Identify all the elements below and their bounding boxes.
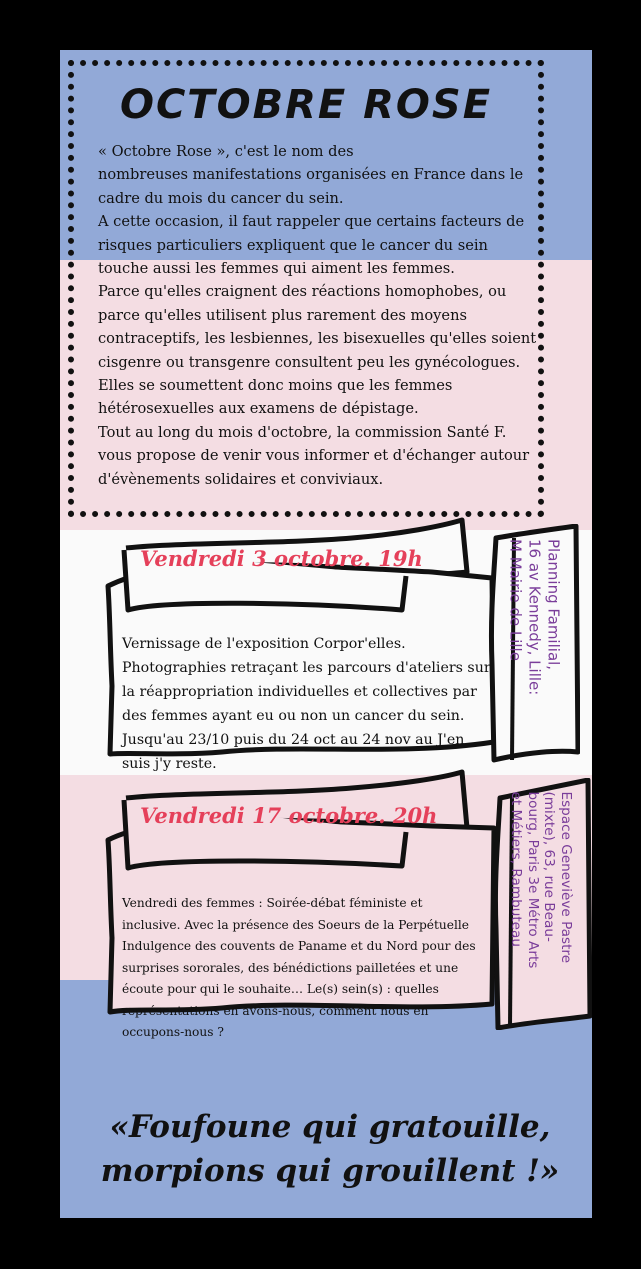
event-location-2 [490,778,592,1030]
intro-box [68,60,544,517]
page-title: OCTOBRE ROSE [119,82,493,128]
event-description: Vendredi des femmes : Soirée-débat féministe et inclusive. Avec la présence des Soeurs de la Perpétuelle Indulgence des couvents de Paname et du Nord pour des surprises sororales, des bénédictions pailletées et une écoute pour qui le souhaite… Le(s) sein(s) : quelles représentations en avons-nous, comment nous en occupons-nous ? [122,896,476,1039]
flyer [60,50,592,1218]
slogan: «Foufoune qui gratouille, morpions qui grouillent !» [100,1109,560,1189]
event-description: Vernissage de l'exposition Corpor'elles. Photographies retraçant les parcours d'ateliers sur la réappropriation individuelles et collectives par des femmes ayant eu ou non un cancer du sein. Jusqu'au 23/10 puis du 24 oct au 24 nov au J'en suis j'y reste. [122,636,491,772]
event-date: Vendredi 17 octobre. 20h [140,803,438,828]
location-text: Espace Geneviève Pastre (mixte), 63, rue Beau- bourg, Paris 3e Métro Arts et Métiers, Rambuteau [508,791,574,969]
intro-text: « Octobre Rose », c'est le nom des nombreuses manifestations organisées en France dans le cadre du mois du cancer du sein. A cette occasion, il faut rappeler que certains facteurs de risques particuliers expliquent que le cancer du sein touche aussi les femmes qui aiment les femmes. Parce qu'elles craignent des réactions homophobes, ou parce qu'elles utilisent plus rarement des moyens contraceptifs, les lesbiennes, les bisexuelles qu'elles soient cisgenre ou transgenre consultent peu les gynécologues. Elles se soumettent donc moins que les femmes hétérosexuelles aux examens de dépistage. Tout au long du mois d'octobre, la commission Santé F. vous propose de venir vous informer et d'échanger autour d'évènements solidaires et conviviaux. [98,143,537,488]
event-location-1 [488,524,580,764]
event-card-2 [102,768,502,1039]
event-date: Vendredi 3 octobre. 19h [140,546,423,571]
event-card-1 [102,516,502,772]
location-text: Planning Familial, 16 av Kennedy, Lille: M Mairie de Lille [506,539,563,696]
